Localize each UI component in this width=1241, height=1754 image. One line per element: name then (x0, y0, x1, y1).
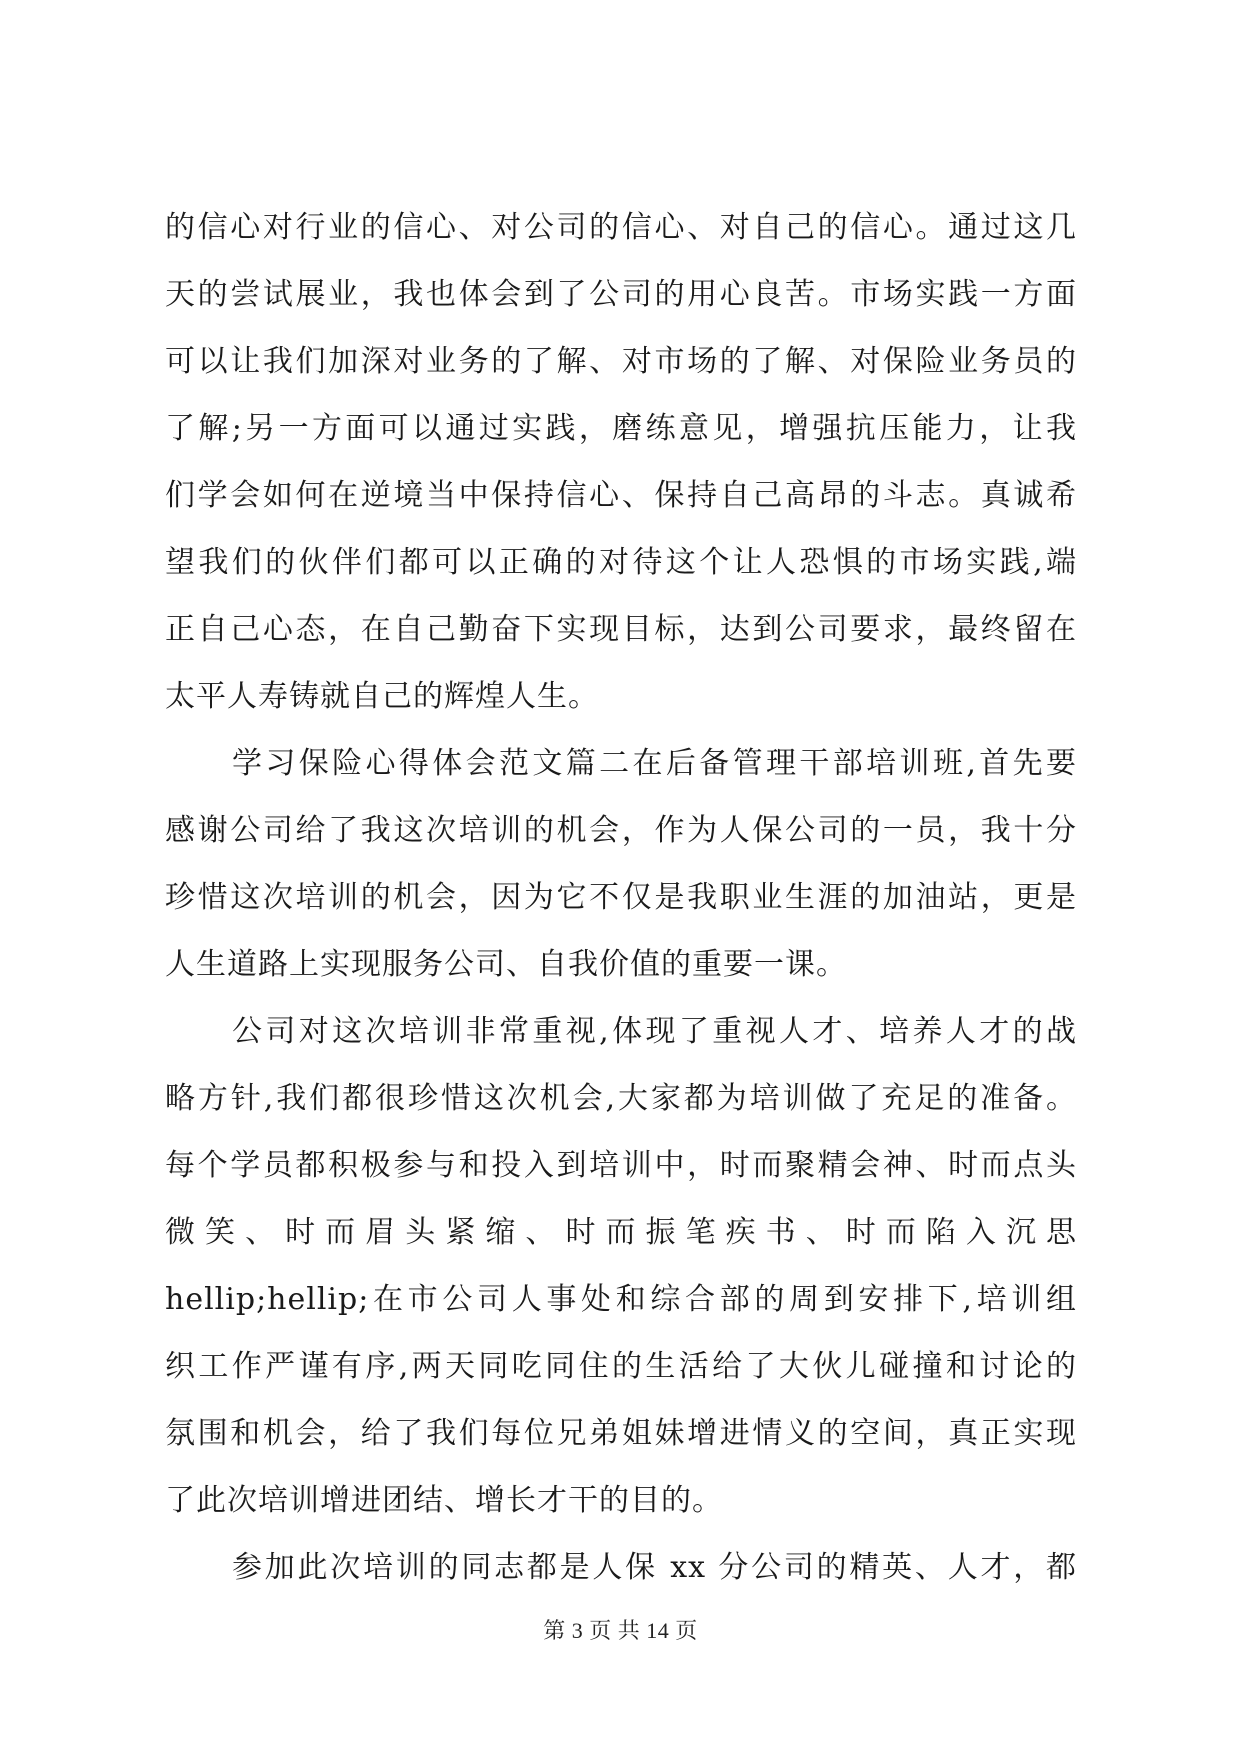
text-line: 的信心对行业的信心、对公司的信心、对自己的信心。通过这几 (165, 210, 1077, 245)
text-line: 每个学员都积极参与和投入到培训中，时而聚精会神、时而点头 (165, 1148, 1077, 1183)
text-line: 人生道路上实现服务公司、自我价值的重要一课。 (165, 947, 847, 982)
text-line: 微笑、时而眉头紧缩、时而振笔疾书、时而陷入沉思 (165, 1215, 1077, 1250)
text-line: 感谢公司给了我这次培训的机会，作为人保公司的一员，我十分 (165, 813, 1077, 848)
text-line: 太平人寿铸就自己的辉煌人生。 (165, 679, 599, 714)
text-line: 织工作严谨有序,两天同吃同住的生活给了大伙儿碰撞和讨论的 (165, 1349, 1077, 1384)
text-line: 了此次培训增进团结、增长才干的目的。 (165, 1483, 723, 1518)
paragraph-first-line: 学习保险心得体会范文篇二在后备管理干部培训班,首先要 (232, 746, 1077, 781)
text-line: hellip;hellip;在市公司人事处和综合部的周到安排下,培训组 (165, 1282, 1077, 1317)
page-number: 第 3 页 共 14 页 (543, 1618, 698, 1643)
text-line: 天的尝试展业，我也体会到了公司的用心良苦。市场实践一方面 (165, 277, 1077, 312)
paragraph-first-line: 参加此次培训的同志都是人保 xx 分公司的精英、人才，都 (232, 1550, 1077, 1585)
text-line: 正自己心态，在自己勤奋下实现目标，达到公司要求，最终留在 (165, 612, 1077, 647)
text-line: 了解;另一方面可以通过实践，磨练意见，增强抗压能力，让我 (165, 411, 1077, 446)
text-line: 珍惜这次培训的机会，因为它不仅是我职业生涯的加油站，更是 (165, 880, 1077, 915)
text-line: 略方针,我们都很珍惜这次机会,大家都为培训做了充足的准备。 (165, 1081, 1077, 1116)
text-line: 氛围和机会，给了我们每位兄弟姐妹增进情义的空间，真正实现 (165, 1416, 1077, 1451)
paragraph-first-line: 公司对这次培训非常重视,体现了重视人才、培养人才的战 (232, 1014, 1077, 1049)
document-body (165, 194, 1077, 1601)
text-line: 望我们的伙伴们都可以正确的对待这个让人恐惧的市场实践,端 (165, 545, 1077, 580)
text-line: 们学会如何在逆境当中保持信心、保持自己高昂的斗志。真诚希 (165, 478, 1077, 513)
text-line: 可以让我们加深对业务的了解、对市场的了解、对保险业务员的 (165, 344, 1077, 379)
